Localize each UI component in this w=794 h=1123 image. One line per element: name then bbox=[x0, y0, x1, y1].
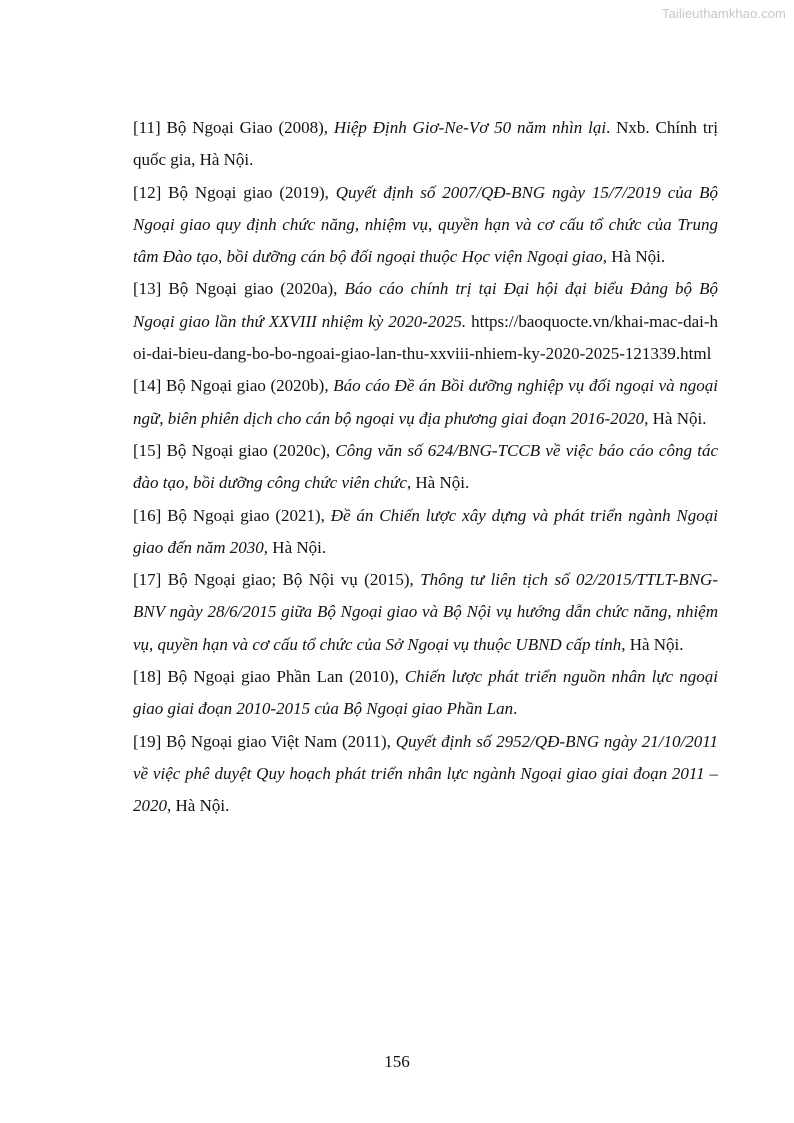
reference-lead: [18] Bộ Ngoại giao Phần Lan (2010), bbox=[133, 667, 405, 687]
page-number: 156 bbox=[384, 1052, 410, 1071]
reference-tail: , Hà Nội. bbox=[621, 634, 684, 654]
reference-list bbox=[133, 112, 718, 823]
reference-tail: Hà Nội. bbox=[648, 408, 707, 428]
reference-title: Báo cáo Đề án Bồi dưỡng nghiệp vụ đối ngoại và ngoại ngữ, biên phiên dịch cho cán bộ ngoại vụ địa phương giai đoạn 2016-2020, bbox=[133, 376, 718, 428]
reference-lead: [12] Bộ Ngoại giao (2019), bbox=[133, 182, 336, 202]
reference-url: https://baoquocte.vn/khai-mac-dai-hoi-dai-bieu-dang-bo-bo-ngoai-giao-lan-thu-xxviii-nhiem-ky-2020-2025-121339.html bbox=[133, 311, 719, 364]
reference-title: Quyết định số 2007/QĐ-BNG ngày 15/7/2019 của Bộ Ngoại giao quy định chức năng, nhiệm vụ, quyền hạn và cơ cấu tổ chức của Trung tâm Đào tạo, bồi dưỡng cán bộ đối ngoại thuộc Học viện Ngoại giao bbox=[133, 182, 718, 267]
reference-tail: . Nxb. Chính trị quốc gia, Hà Nội. bbox=[133, 118, 718, 170]
reference-item bbox=[133, 177, 718, 274]
reference-title: Hiệp Định Giơ-Ne-Vơ 50 năm nhìn lại bbox=[333, 118, 607, 137]
watermark: Tailieuthamkhao.com bbox=[661, 6, 786, 21]
reference-tail: , Hà Nội. bbox=[602, 247, 666, 267]
reference-title: Báo cáo chính trị tại Đại hội đại biểu Đảng bộ Bộ Ngoại giao lần thứ XXVIII nhiệm kỳ 2020-2025. bbox=[133, 279, 719, 331]
reference-title: Thông tư liên tịch số 02/2015/TTLT-BNG-BNV ngày 28/6/2015 giữa Bộ Ngoại giao và Bộ Nội vụ hướng dẫn chức năng, nhiệm vụ, quyền hạn và cơ cấu tổ chức của Sở Ngoại vụ thuộc UBND cấp tỉnh bbox=[133, 570, 719, 654]
reference-title: Chiến lược phát triển nguồn nhân lực ngoại giao giai đoạn 2010-2015 của Bộ Ngoại giao Phần Lan bbox=[133, 667, 718, 719]
reference-lead: [13] Bộ Ngoại giao (2020a), bbox=[133, 279, 345, 299]
reference-lead: [16] Bộ Ngoại giao (2021), bbox=[133, 505, 331, 525]
reference-lead: [17] Bộ Ngoại giao; Bộ Nội vụ (2015), bbox=[133, 570, 421, 590]
reference-lead: [19] Bộ Ngoại giao Việt Nam (2011), bbox=[133, 731, 396, 751]
reference-item bbox=[133, 370, 718, 435]
reference-item bbox=[133, 564, 718, 661]
reference-tail: . bbox=[513, 699, 518, 719]
reference-item bbox=[133, 500, 718, 565]
reference-item bbox=[133, 273, 718, 370]
reference-title: Đề án Chiến lược xây dựng và phát triển ngành Ngoại giao đến năm 2030 bbox=[133, 505, 718, 557]
reference-tail: , Hà Nội. bbox=[406, 473, 470, 493]
reference-item bbox=[133, 726, 718, 823]
reference-item bbox=[133, 435, 718, 500]
reference-item bbox=[133, 661, 718, 726]
reference-title: Công văn số 624/BNG-TCCB về việc báo cáo công tác đào tạo, bồi dưỡng công chức viên chức bbox=[133, 440, 719, 493]
reference-item bbox=[133, 112, 718, 177]
reference-lead: [11] Bộ Ngoại Giao (2008), bbox=[133, 118, 334, 137]
reference-tail: , Hà Nội. bbox=[167, 796, 230, 816]
reference-tail: , Hà Nội. bbox=[263, 537, 327, 557]
reference-title: Quyết định số 2952/QĐ-BNG ngày 21/10/2011 về việc phê duyệt Quy hoạch phát triển nhân lực ngành Ngoại giao giai đoạn 2011 – 2020 bbox=[133, 731, 718, 816]
reference-lead: [14] Bộ Ngoại giao (2020b), bbox=[133, 376, 334, 396]
reference-lead: [15] Bộ Ngoại giao (2020c), bbox=[133, 440, 336, 460]
